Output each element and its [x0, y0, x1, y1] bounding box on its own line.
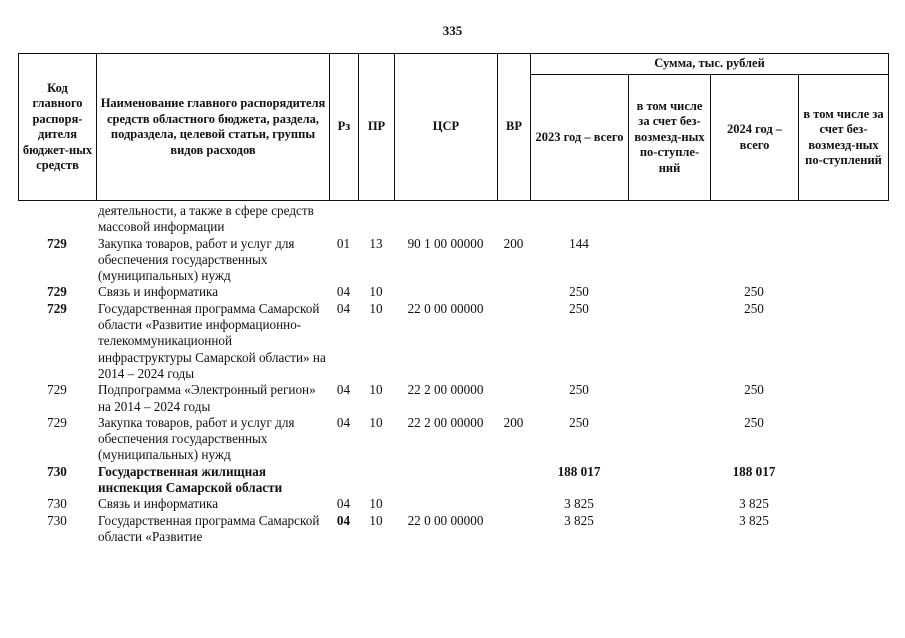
- row-name: Государственная программа Самарской области «Развитие: [98, 512, 320, 544]
- table-row: [18, 382, 888, 415]
- row-free-2024: [798, 513, 888, 546]
- header-csr: ЦСР: [395, 54, 498, 201]
- table-row: [18, 236, 888, 285]
- row-rz: 04: [336, 414, 351, 430]
- row-sum-2024: [710, 236, 798, 285]
- row-code: 729: [47, 284, 67, 300]
- row-pr: 10: [369, 414, 383, 430]
- row-vr: [497, 203, 530, 236]
- row-vr: 200: [503, 414, 524, 430]
- table-row: [18, 513, 888, 546]
- row-code: 729: [47, 382, 67, 398]
- row-name: Связь и информатика: [98, 496, 219, 512]
- row-pr: 10: [369, 300, 383, 316]
- row-free-2024: [798, 236, 888, 285]
- row-pr: 10: [369, 284, 383, 300]
- row-name: Государственная программа Самарской области «Развитие информационно-телекоммуникационной инфраструктуры Самарской области» на 2014 – 2024 годы: [98, 300, 326, 381]
- table-row: [18, 496, 888, 512]
- row-sum-2024: 250: [744, 382, 764, 398]
- row-sum-2023: 250: [569, 414, 589, 430]
- row-vr: [497, 284, 530, 300]
- header-name: Наименование главного распорядителя средств областного бюджета, раздела, подраздела, целевой статьи, группы видов расходов: [97, 54, 330, 201]
- row-free-2024: [798, 496, 888, 512]
- row-vr: [497, 513, 530, 546]
- row-free-2023: [628, 301, 710, 382]
- row-pr: 13: [369, 235, 383, 251]
- row-code: 729: [47, 300, 67, 316]
- row-sum-2024: 250: [744, 300, 764, 316]
- row-code: 730: [47, 496, 67, 512]
- row-sum-2024: 3 825: [739, 512, 769, 528]
- table-row: [18, 284, 888, 300]
- header-free-2024: в том числе за счет без-возмезд-ных по-ступлений: [799, 75, 889, 201]
- row-rz: 04: [336, 284, 351, 300]
- row-csr: 22 2 00 00000: [407, 382, 484, 398]
- row-rz: 04: [336, 496, 351, 512]
- row-free-2024: [798, 301, 888, 382]
- row-rz: 04: [336, 382, 351, 398]
- header-pr: ПР: [359, 54, 395, 201]
- table-row: [18, 464, 888, 497]
- row-free-2024: [798, 203, 888, 236]
- table-row: [18, 301, 888, 382]
- row-code: 730: [47, 463, 67, 479]
- row-csr: [394, 284, 497, 300]
- row-pr: 10: [369, 496, 383, 512]
- row-free-2024: [798, 284, 888, 300]
- row-sum-2024: 188 017: [732, 463, 776, 479]
- row-free-2024: [798, 382, 888, 415]
- row-vr: 200: [503, 235, 524, 251]
- row-sum-2023: 3 825: [564, 496, 594, 512]
- row-csr: 22 0 00 00000: [407, 512, 484, 528]
- row-free-2023: [628, 203, 710, 236]
- row-free-2023: [628, 236, 710, 285]
- row-pr: [358, 464, 394, 497]
- row-csr: 22 2 00 00000: [407, 414, 484, 430]
- row-free-2024: [798, 464, 888, 497]
- row-sum-2023: 3 825: [564, 512, 594, 528]
- table-header: [18, 53, 889, 201]
- row-sum-2024: 250: [744, 414, 764, 430]
- row-csr: [394, 464, 497, 497]
- row-code: 729: [47, 235, 67, 251]
- row-free-2023: [628, 415, 710, 464]
- header-sum-group: Сумма, тыс. рублей: [531, 54, 889, 75]
- row-pr: 10: [369, 512, 383, 528]
- header-vr: ВР: [498, 54, 531, 201]
- row-pr: [358, 203, 394, 236]
- row-name: Закупка товаров, работ и услуг для обеспечения государственных (муниципальных) нужд: [98, 235, 295, 284]
- row-sum-2024: 250: [744, 284, 764, 300]
- row-rz: 04: [336, 512, 351, 528]
- header-code: Код главного распоря-дителя бюджет-ных средств: [19, 54, 97, 201]
- row-free-2023: [628, 284, 710, 300]
- row-free-2023: [628, 496, 710, 512]
- row-csr: [394, 203, 497, 236]
- page-number: 335: [442, 23, 463, 38]
- row-sum-2023: 250: [569, 382, 589, 398]
- row-csr: [394, 496, 497, 512]
- row-sum-2023: 144: [569, 235, 589, 251]
- row-sum-2024: [710, 203, 798, 236]
- row-vr: [497, 382, 530, 415]
- row-vr: [497, 496, 530, 512]
- row-csr: 90 1 00 00000: [407, 235, 484, 251]
- row-rz: [329, 203, 358, 236]
- row-name: Подпрограмма «Электронный регион» на 2014 – 2024 годы: [98, 382, 316, 414]
- row-sum-2024: 3 825: [739, 496, 769, 512]
- row-pr: 10: [369, 382, 383, 398]
- row-name: деятельности, а также в сфере средств массовой информации: [98, 203, 314, 235]
- row-code: [18, 203, 96, 236]
- row-sum-2023: 188 017: [557, 463, 601, 479]
- header-free-2023: в том числе за счет без-возмезд-ных по-ступле-ний: [629, 75, 711, 201]
- row-name: Закупка товаров, работ и услуг для обеспечения государственных (муниципальных) нужд: [98, 414, 295, 463]
- row-free-2023: [628, 464, 710, 497]
- row-name: Государственная жилищная инспекция Самарской области: [98, 463, 283, 496]
- row-vr: [497, 464, 530, 497]
- row-sum-2023: [530, 203, 628, 236]
- row-code: 729: [47, 414, 67, 430]
- header-sum-2024: 2024 год – всего: [711, 75, 799, 201]
- row-sum-2023: 250: [569, 300, 589, 316]
- header-sum-2023: 2023 год – всего: [531, 75, 629, 201]
- row-code: 730: [47, 512, 67, 528]
- row-free-2023: [628, 382, 710, 415]
- row-name: Связь и информатика: [98, 284, 219, 300]
- row-vr: [497, 301, 530, 382]
- table-row: [18, 415, 888, 464]
- header-rz: Рз: [330, 54, 359, 201]
- row-csr: 22 0 00 00000: [407, 300, 484, 316]
- row-free-2024: [798, 415, 888, 464]
- table-body: [18, 203, 888, 545]
- row-rz: [329, 464, 358, 497]
- row-rz: 04: [336, 300, 351, 316]
- row-sum-2023: 250: [569, 284, 589, 300]
- row-free-2023: [628, 513, 710, 546]
- table-row: [18, 203, 888, 236]
- row-rz: 01: [336, 235, 351, 251]
